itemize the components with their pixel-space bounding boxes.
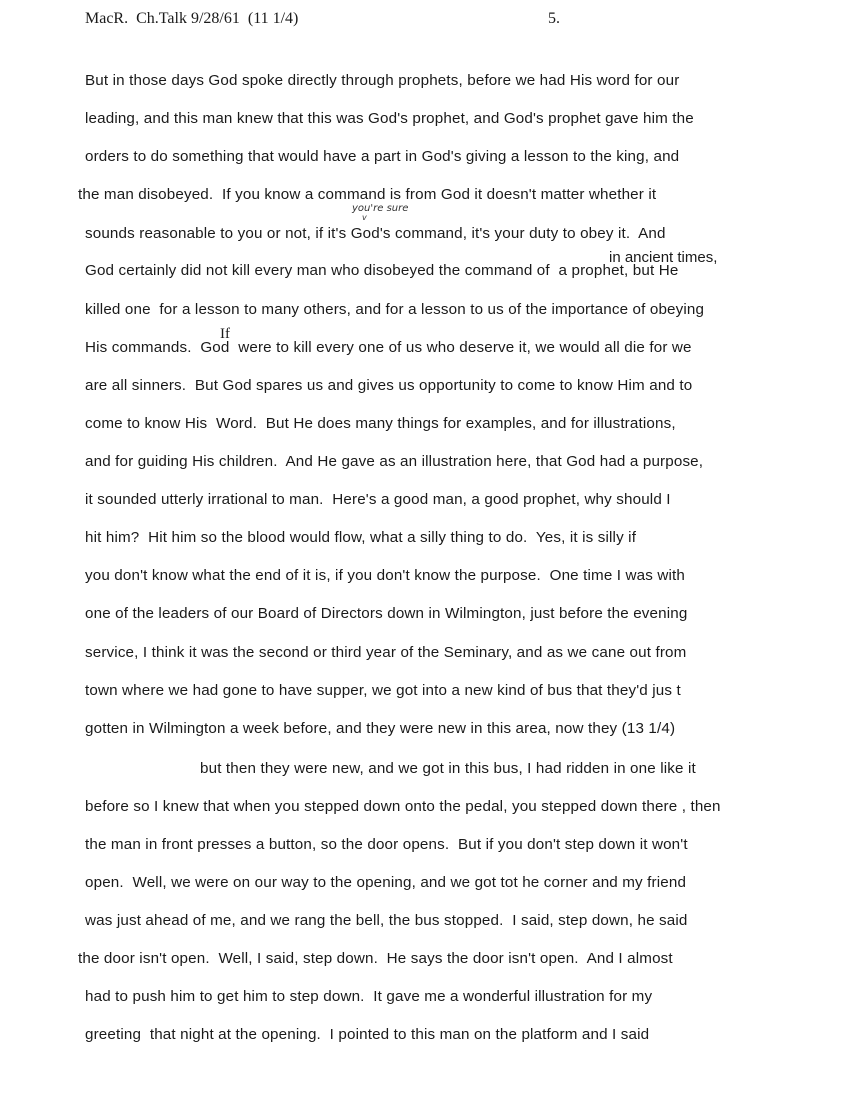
- text-line: gotten in Wilmington a week before, and they were new in this area, now they (13 1/4): [85, 720, 676, 737]
- insertion-caret: v: [362, 213, 367, 222]
- document-header: MacR. Ch.Talk 9/28/61 (11 1/4): [85, 10, 299, 27]
- handwritten-insertion: you're sure: [352, 203, 409, 214]
- text-line: His commands. God were to kill every one of us who deserve it, we would all die for we: [85, 339, 692, 356]
- text-line: are all sinners. But God spares us and gives us opportunity to come to know Him and to: [85, 377, 693, 394]
- text-line: killed one for a lesson to many others, and for a lesson to us of the importance of obeying: [85, 301, 705, 318]
- text-line: was just ahead of me, and we rang the bell, the bus stopped. I said, step down, he said: [85, 912, 688, 929]
- text-line: But in those days God spoke directly through prophets, before we had His word for our: [85, 72, 680, 89]
- text-line: the man disobeyed. If you know a command is from God it doesn't matter whether it: [78, 186, 657, 203]
- typed-insertion: in ancient times,: [609, 249, 718, 266]
- text-line: sounds reasonable to you or not, if it's God's command, it's your duty to obey it. And: [85, 225, 666, 242]
- text-line: but then they were new, and we got in this bus, I had ridden in one like it: [200, 760, 696, 777]
- text-line: leading, and this man knew that this was God's prophet, and God's prophet gave him the: [85, 110, 694, 127]
- text-line: it sounded utterly irrational to man. Here's a good man, a good prophet, why should I: [85, 491, 671, 508]
- text-line: the door isn't open. Well, I said, step down. He says the door isn't open. And I almost: [78, 950, 673, 967]
- text-line: hit him? Hit him so the blood would flow, what a silly thing to do. Yes, it is silly if: [85, 529, 637, 546]
- typed-insertion-if: If: [220, 326, 230, 342]
- text-line: one of the leaders of our Board of Directors down in Wilmington, just before the evening: [85, 605, 688, 622]
- text-line: the man in front presses a button, so the door opens. But if you don't step down it won't: [85, 836, 688, 853]
- text-line: open. Well, we were on our way to the opening, and we got tot he corner and my friend: [85, 874, 687, 891]
- text-line: before so I knew that when you stepped down onto the pedal, you stepped down there , then: [85, 798, 721, 815]
- text-line: town where we had gone to have supper, we got into a new kind of bus that they'd jus t: [85, 682, 681, 699]
- text-line: and for guiding His children. And He gave as an illustration here, that God had a purpose,: [85, 453, 704, 470]
- page-number: 5.: [548, 10, 560, 27]
- text-line: greeting that night at the opening. I pointed to this man on the platform and I said: [85, 1026, 650, 1043]
- text-line: God certainly did not kill every man who disobeyed the command of a prophet, but He: [85, 262, 679, 279]
- text-line: you don't know what the end of it is, if you don't know the purpose. One time I was with: [85, 567, 685, 584]
- text-line: come to know His Word. But He does many things for examples, and for illustrations,: [85, 415, 676, 432]
- text-line: orders to do something that would have a part in God's giving a lesson to the king, and: [85, 148, 680, 165]
- text-line: had to push him to get him to step down. It gave me a wonderful illustration for my: [85, 988, 653, 1005]
- text-line: service, I think it was the second or third year of the Seminary, and as we cane out from: [85, 644, 687, 661]
